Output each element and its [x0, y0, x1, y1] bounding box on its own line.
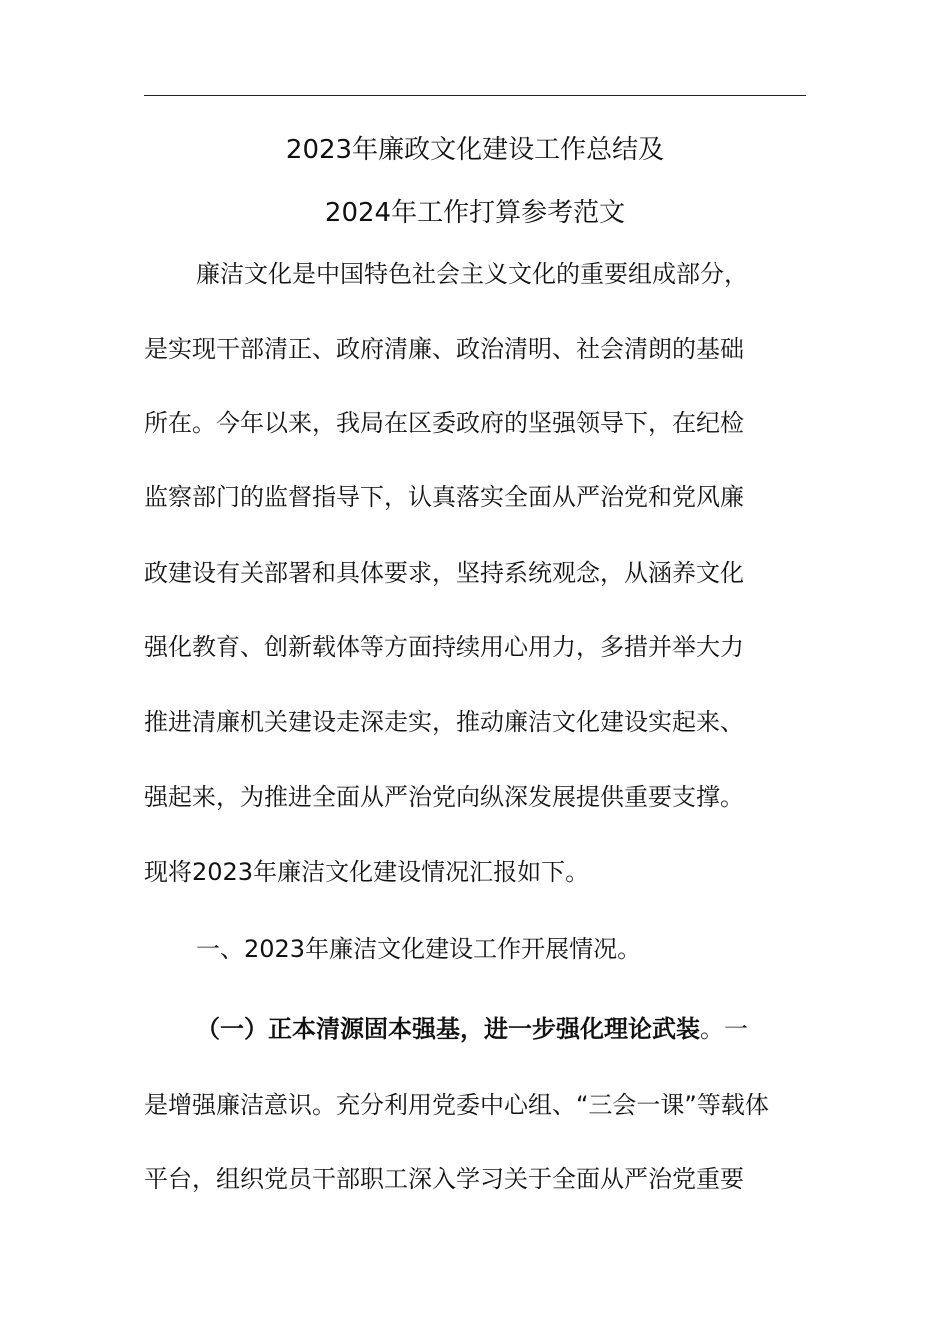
paragraph-line: 是增强廉洁意识。充分利用党委中心组、“三会一课”等载体: [144, 1091, 769, 1119]
paragraph-line: 是实现干部清正、政府清廉、政治清明、社会清朗的基础: [144, 335, 744, 363]
paragraph-line: 监察部门的监督指导下，认真落实全面从严治党和党风廉: [144, 483, 744, 511]
document-title-line-1: 2023年廉政文化建设工作总结及: [285, 135, 665, 165]
paragraph-line: 强化教育、创新载体等方面持续用心用力，多措并举大力: [144, 633, 744, 661]
paragraph-line: 平台，组织党员干部职工深入学习关于全面从严治党重要: [144, 1165, 744, 1193]
paragraph-line: 所在。今年以来，我局在区委政府的坚强领导下，在纪检: [144, 409, 744, 437]
paragraph-line: 现将2023年廉洁文化建设情况汇报如下。: [144, 858, 590, 886]
paragraph-line: 强起来，为推进全面从严治党向纵深发展提供重要支撑。: [144, 783, 744, 811]
section-heading: 一、2023年廉洁文化建设工作开展情况。: [196, 935, 642, 963]
subsection-heading-line: [196, 1012, 748, 1046]
paragraph-line: 推进清廉机关建设走深走实，推动廉洁文化建设实起来、: [144, 708, 744, 736]
subsection-heading-tail: 。一: [700, 1015, 748, 1043]
subsection-heading: （一）正本清源固本强基，进一步强化理论武装: [196, 1015, 700, 1043]
document-title-line-2: 2024年工作打算参考范文: [324, 198, 626, 228]
paragraph-line: 廉洁文化是中国特色社会主义文化的重要组成部分，: [196, 260, 748, 288]
header-rule: [144, 95, 806, 96]
paragraph-line: 政建设有关部署和具体要求，坚持系统观念，从涵养文化: [144, 559, 744, 587]
